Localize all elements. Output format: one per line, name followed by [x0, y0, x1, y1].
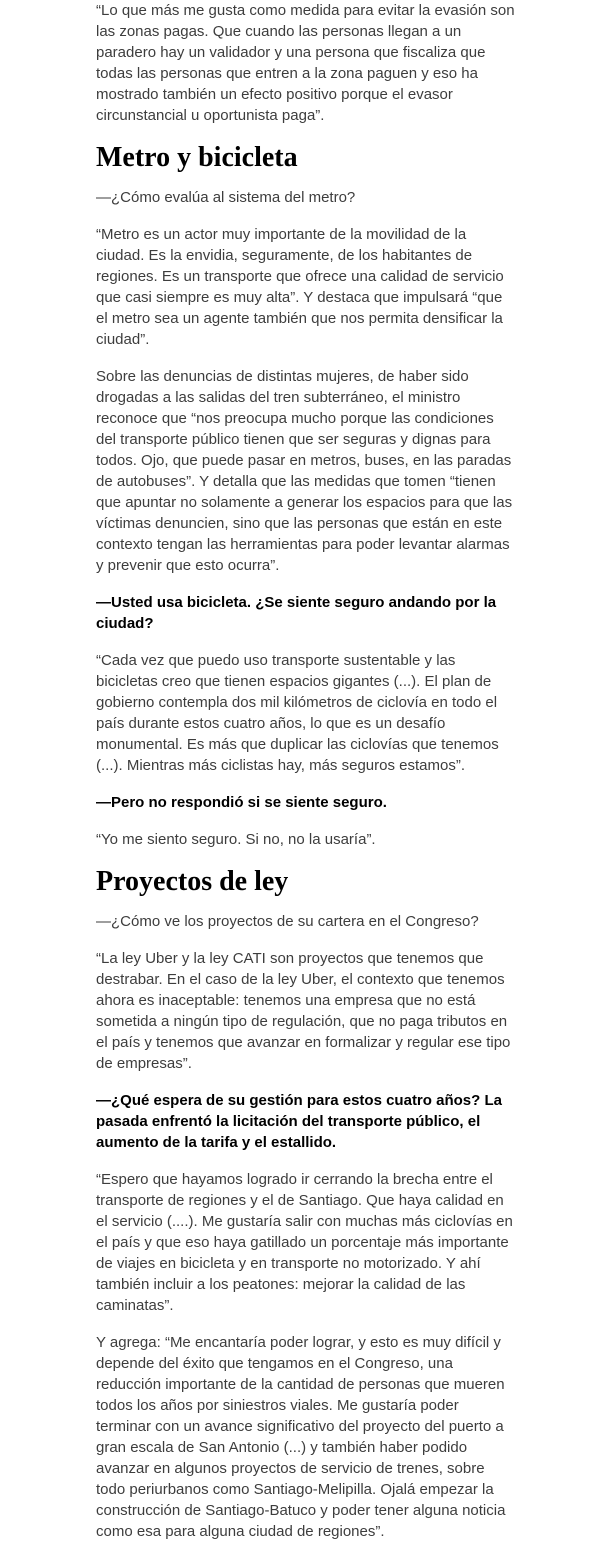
interview-question-metro: —¿Cómo evalúa al sistema del metro?: [96, 189, 356, 206]
paragraph-denuncias: Sobre las denuncias de distintas mujeres, de haber sido drogadas a las salidas del tren subterráneo, el ministro reconoce que “nos preocupa mucho porque las condiciones del transporte público tienen que ser seguras y dignas para todos. Ojo, que puede pasar en metros, buses, en las paradas de autobuses”. Y detalla que las medidas que tomen “tienen que apuntar no solamente a generar los espacios para que las víctimas denuncien, sino que las personas que están en este contexto tengan las herramientas para poder levantar alarmas y prevenir que esto ocurra”.: [96, 368, 513, 574]
interview-question-congreso: —¿Cómo ve los proyectos de su cartera en el Congreso?: [96, 913, 479, 930]
paragraph-metro-actor: “Metro es un actor muy importante de la movilidad de la ciudad. Es la envidia, seguramente, de los habitantes de regiones. Es un transporte que ofrece una calidad de servicio que casi siempre es muy alta”. Y destaca que impulsará “que el metro sea un agente también que nos permita densificar la ciudad”.: [96, 226, 504, 348]
section-heading-proyectos-de-ley: Proyectos de ley: [96, 866, 289, 897]
article-body: [96, 0, 516, 1558]
interview-question-seguro: —Pero no respondió si se siente seguro.: [96, 794, 387, 811]
interview-question-gestion: —¿Qué espera de su gestión para estos cuatro años? La pasada enfrentó la licitación del transporte público, el aumento de la tarifa y el estallido.: [96, 1092, 502, 1151]
paragraph-transporte-sustentable: “Cada vez que puedo uso transporte sustentable y las bicicletas creo que tienen espacios gigantes (...). El plan de gobierno contempla dos mil kilómetros de ciclovía en todo el país durante estos cuatro años, lo que es un desafío monumental. Es más que duplicar las ciclovías que tenemos (...). Mientras más ciclistas hay, más seguros estamos”.: [96, 652, 499, 774]
paragraph-y-agrega: Y agrega: “Me encantaría poder lograr, y esto es muy difícil y depende del éxito que tengamos en el Congreso, una reducción importante de la cantidad de personas que mueren todos los años por siniestros viales. Me gustaría poder terminar con un avance significativo del proyecto del puerto a gran escala de San Antonio (...) y también haber podido avanzar en algunos proyectos de servicio de trenes, sobre todo periurbanos como Santiago-Melipilla. Ojalá empezar la construcción de Santiago-Batuco y poder tener alguna noticia como esa para alguna ciudad de regiones”.: [96, 1334, 506, 1540]
paragraph-quote-evasion: “Lo que más me gusta como medida para evitar la evasión son las zonas pagas. Que cuando las personas llegan a un paradero hay un validador y una persona que fiscaliza que todas las personas que entren a la zona paguen y eso ha mostrado también un efecto positivo porque el evasor circunstancial u oportunista paga”.: [96, 2, 515, 124]
paragraph-espero-brecha: “Espero que hayamos logrado ir cerrando la brecha entre el transporte de regiones y el de Santiago. Que haya calidad en el servicio (....). Me gustaría salir con muchas más ciclovías en el país y que eso haya gatillado un porcentaje más importante de viajes en bicicleta y en transporte no motorizado. Y ahí también incluir a los peatones: mejorar la calidad de las caminatas”.: [96, 1171, 513, 1314]
section-heading-metro-y-bicicleta: Metro y bicicleta: [96, 142, 298, 173]
paragraph-me-siento-seguro: “Yo me siento seguro. Si no, no la usaría”.: [96, 831, 376, 848]
paragraph-ley-uber-cati: “La ley Uber y la ley CATI son proyectos que tenemos que destrabar. En el caso de la ley Uber, el contexto que tenemos ahora es inaceptable: tenemos una empresa que no está sometida a ningún tipo de regulación, que no paga tributos en el país y tenemos que avanzar en formalizar y regular ese tipo de empresas”.: [96, 950, 511, 1072]
interview-question-bicicleta: —Usted usa bicicleta. ¿Se siente seguro andando por la ciudad?: [96, 594, 497, 632]
